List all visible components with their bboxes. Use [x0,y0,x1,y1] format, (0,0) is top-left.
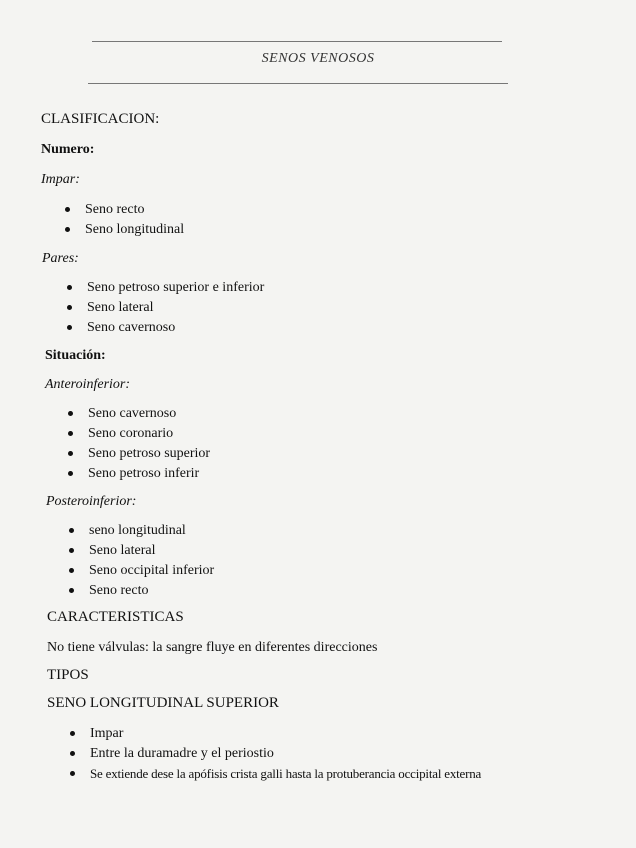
caracteristicas-text: No tiene válvulas: la sangre fluye en diferentes direcciones [47,640,378,655]
caracteristicas-heading: CARACTERISTICAS [47,609,184,625]
list-item: Seno petroso inferir [68,465,210,485]
list-item: Seno recto [65,201,184,221]
list-item: Impar [70,725,481,745]
list-item: Entre la duramadre y el periostio [70,745,481,765]
list-item: Seno occipital inferior [69,562,214,582]
list-item: Seno petroso superior e inferior [67,279,264,299]
anteroinferior-list [68,405,210,485]
title-rule-top [92,41,502,42]
numero-heading: Numero: [41,142,95,157]
pares-label: Pares: [42,251,79,266]
list-item: Seno recto [69,582,214,602]
posteroinferior-list [69,522,214,602]
list-item: Seno lateral [67,299,264,319]
list-item: Seno longitudinal [65,221,184,241]
impar-label: Impar: [41,172,80,187]
anteroinferior-label: Anteroinferior: [45,377,131,392]
tipos-heading: TIPOS [47,667,89,683]
posteroinferior-label: Posteroinferior: [46,494,137,509]
list-item: Seno cavernoso [68,405,210,425]
situacion-heading: Situación: [45,348,106,363]
seno-longitudinal-superior-heading: SENO LONGITUDINAL SUPERIOR [47,695,279,711]
list-item: Seno cavernoso [67,319,264,339]
page-title: SENOS VENOSOS [261,51,375,66]
classification-heading: CLASIFICACION: [41,111,160,127]
pares-list [67,279,264,339]
list-item: Se extiende dese la apófisis crista galli hasta la protuberancia occipital externa [70,765,481,785]
list-item: Seno coronario [68,425,210,445]
list-item: Seno lateral [69,542,214,562]
impar-list [65,201,184,241]
title-rule-bottom [88,83,508,84]
seno-longitudinal-superior-list [70,725,481,785]
list-item: seno longitudinal [69,522,214,542]
list-item: Seno petroso superior [68,445,210,465]
